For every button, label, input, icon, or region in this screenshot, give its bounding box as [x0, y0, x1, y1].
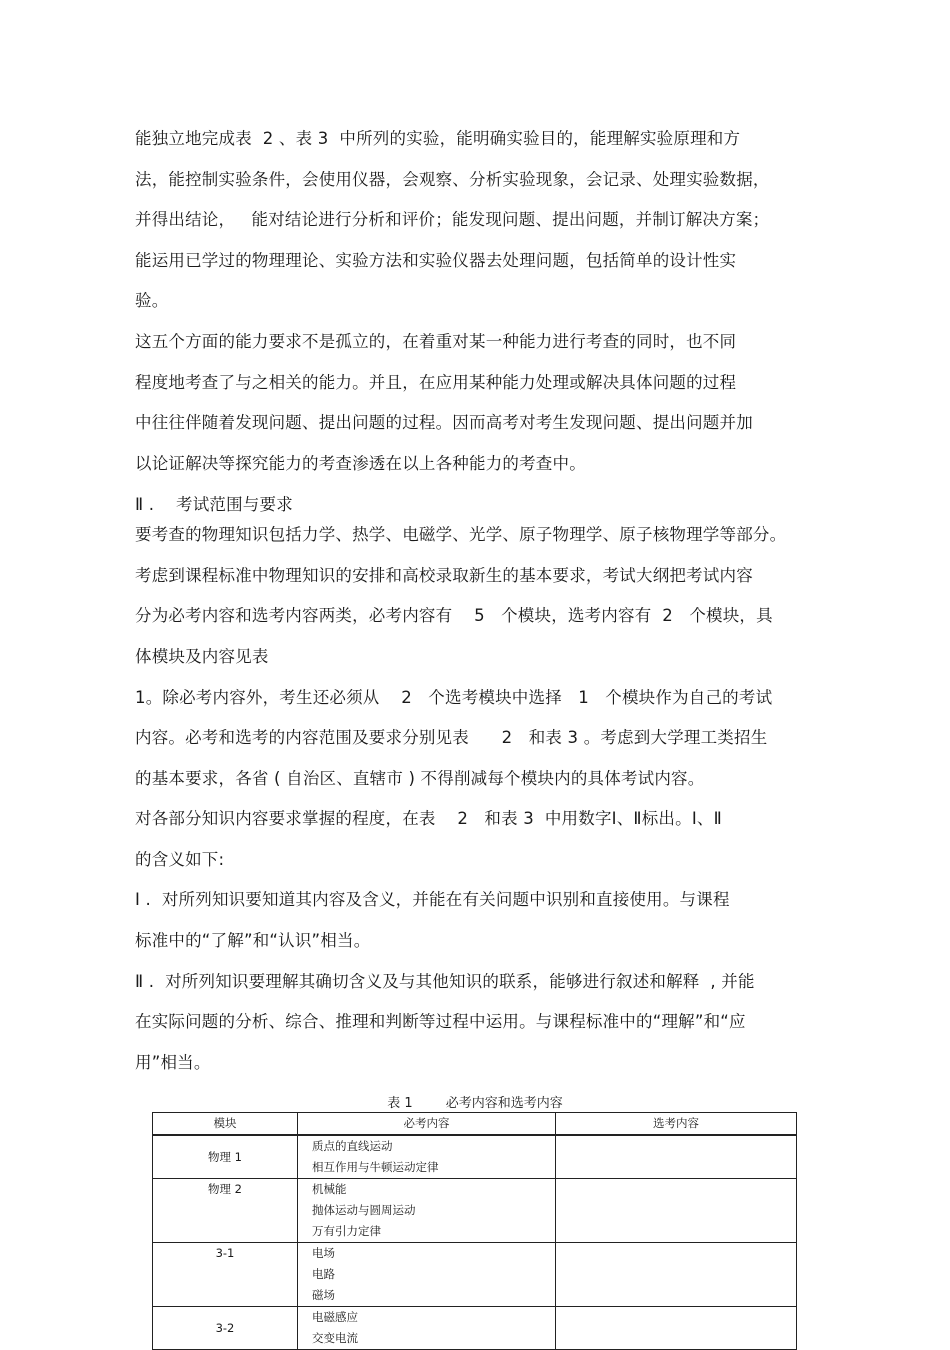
table-row	[153, 1179, 797, 1243]
table-row	[153, 1307, 797, 1350]
required-cell	[298, 1307, 556, 1350]
module-cell: 物理 1	[153, 1135, 298, 1179]
text-line: 内容。必考和选考的内容范围及要求分别见表 2 和表 3 。考虑到大学理工类招生	[135, 728, 768, 747]
text-line: 用”相当。	[135, 1053, 211, 1072]
required-item: 抛体运动与圆周运动	[312, 1203, 416, 1217]
table-header-row	[153, 1113, 797, 1136]
text-line: 1。除必考内容外，考生还必须从 2 个选考模块中选择 1 个模块作为自己的考试	[135, 688, 773, 707]
text-line: 体模块及内容见表	[135, 647, 269, 666]
text-line: 的含义如下:	[135, 850, 225, 869]
text-line: Ⅱ . 对所列知识要理解其确切含义及与其他知识的联系，能够进行叙述和解释 , 并能	[135, 972, 755, 991]
optional-cell	[556, 1135, 797, 1179]
text-line: 的基本要求，各省 ( 自治区、直辖市 ) 不得削减每个模块内的具体考试内容。	[135, 769, 705, 788]
text-line: 分为必考内容和选考内容两类，必考内容有 5 个模块，选考内容有 2 个模块，具	[135, 606, 773, 625]
required-item: 相互作用与牛顿运动定律	[312, 1160, 439, 1174]
text-line: Ⅰ . 对所列知识要知道其内容及含义，并能在有关问题中识别和直接使用。与课程	[135, 890, 730, 909]
text-line: 并得出结论， 能对结论进行分析和评价；能发现问题、提出问题，并制订解决方案；	[135, 210, 770, 229]
text-line: 标准中的“了解”和“认识”相当。	[135, 931, 371, 950]
required-item: 磁场	[312, 1288, 335, 1302]
required-cell	[298, 1179, 556, 1243]
module-cell: 物理 2	[153, 1179, 298, 1243]
required-cell	[298, 1243, 556, 1307]
text-line: 以论证解决等探究能力的考查渗透在以上各种能力的考查中。	[135, 454, 586, 473]
optional-cell	[556, 1307, 797, 1350]
text-line: 能独立地完成表 2 、表 3 中所列的实验，能明确实验目的，能理解实验原理和方	[135, 129, 741, 148]
header-required: 必考内容	[298, 1113, 556, 1136]
text-line: 在实际问题的分析、综合、推理和判断等过程中运用。与课程标准中的“理解”和“应	[135, 1012, 746, 1031]
header-optional: 选考内容	[556, 1113, 797, 1136]
required-item: 电路	[312, 1267, 335, 1281]
text-line: 这五个方面的能力要求不是孤立的，在着重对某一种能力进行考查的同时，也不同	[135, 332, 737, 351]
optional-cell	[556, 1179, 797, 1243]
required-item: 电场	[312, 1246, 335, 1260]
text-line: 验。	[135, 291, 169, 310]
required-item: 机械能	[312, 1182, 347, 1196]
required-item: 万有引力定律	[312, 1224, 381, 1238]
text-line: 程度地考查了与之相关的能力。并且，在应用某种能力处理或解决具体问题的过程	[135, 373, 737, 392]
text-line: 要考查的物理知识包括力学、热学、电磁学、光学、原子物理学、原子核物理学等部分。	[135, 525, 787, 544]
table-row	[153, 1135, 797, 1179]
text-line: 能运用已学过的物理理论、实验方法和实验仪器去处理问题，包括简单的设计性实	[135, 251, 737, 270]
section-heading: Ⅱ . 考试范围与要求	[135, 495, 293, 514]
required-item: 电磁感应	[312, 1310, 358, 1324]
text-line: 法，能控制实验条件，会使用仪器，会观察、分析实验现象，会记录、处理实验数据，	[135, 170, 770, 189]
table-row	[153, 1243, 797, 1307]
module-cell: 3-1	[153, 1243, 298, 1307]
text-line: 对各部分知识内容要求掌握的程度，在表 2 和表 3 中用数字Ⅰ、Ⅱ标出。Ⅰ、Ⅱ	[135, 809, 722, 828]
text-line: 中往往伴随着发现问题、提出问题的过程。因而高考对考生发现问题、提出问题并加	[135, 413, 753, 432]
text-line: 考虑到课程标准中物理知识的安排和高校录取新生的基本要求，考试大纲把考试内容	[135, 566, 753, 585]
required-item: 交变电流	[312, 1331, 358, 1345]
header-module: 模块	[153, 1113, 298, 1136]
optional-cell	[556, 1243, 797, 1307]
table-caption: 表 1 必考内容和选考内容	[387, 1096, 563, 1111]
content-table	[152, 1112, 797, 1350]
required-cell	[298, 1135, 556, 1179]
module-cell: 3-2	[153, 1307, 298, 1350]
required-item: 质点的直线运动	[312, 1139, 393, 1153]
